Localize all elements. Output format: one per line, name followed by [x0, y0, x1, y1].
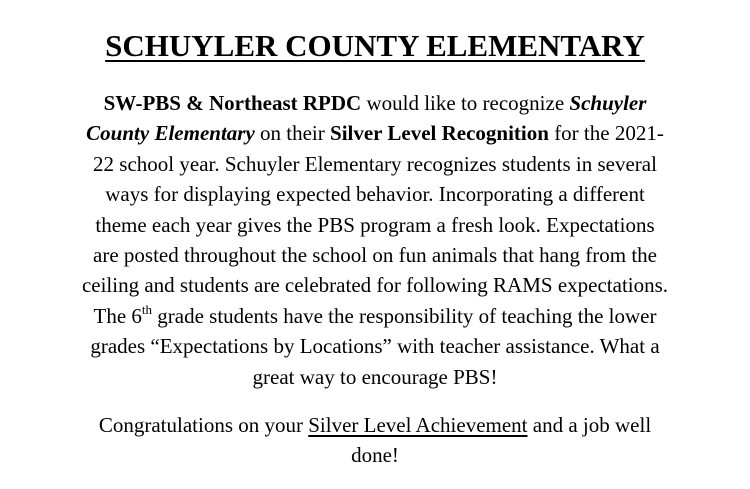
- ordinal-suffix: th: [141, 301, 153, 317]
- paragraph1-line-2: County Elementary on their Silver Level Recognition for the 2021-: [86, 121, 664, 146]
- achievement-name: Silver Level Achievement: [308, 413, 528, 438]
- paragraph1-line-7: ceiling and students are celebrated for following RAMS expectations.: [81, 273, 669, 298]
- paragraph2-line-1: Congratulations on your Silver Level Achievement and a job well: [98, 413, 652, 438]
- school-name-part1: Schuyler: [569, 91, 647, 115]
- paragraph1-line-10: great way to encourage PBS!: [252, 364, 498, 389]
- paragraph1-line-1: SW-PBS & Northeast RPDC would like to recognize Schuyler: [103, 91, 647, 115]
- school-name-part2: County Elementary: [86, 121, 255, 146]
- recognition-text: [25, 88, 725, 471]
- paragraph-gap: [25, 392, 725, 410]
- paragraph2-line-2: done!: [351, 443, 399, 468]
- org-name: SW-PBS & Northeast RPDC: [103, 91, 362, 115]
- paragraph1-line-9: grades “Expectations by Locations” with teacher assistance. What a: [90, 334, 660, 359]
- paragraph1-line-6: are posted throughout the school on fun animals that hang from the: [93, 243, 657, 268]
- paragraph1-line-3: 22 school year. Schuyler Elementary recognizes students in several: [93, 151, 657, 176]
- award-name: Silver Level Recognition: [330, 121, 549, 146]
- paragraph1-line-8: The 6th grade students have the responsibility of teaching the lower: [93, 301, 657, 328]
- page-title: SCHUYLER COUNTY ELEMENTARY: [105, 28, 645, 63]
- paragraph1-line-5: theme each year gives the PBS program a fresh look. Expectations: [95, 212, 655, 237]
- paragraph1-line-4: ways for displaying expected behavior. Incorporating a different: [105, 182, 645, 207]
